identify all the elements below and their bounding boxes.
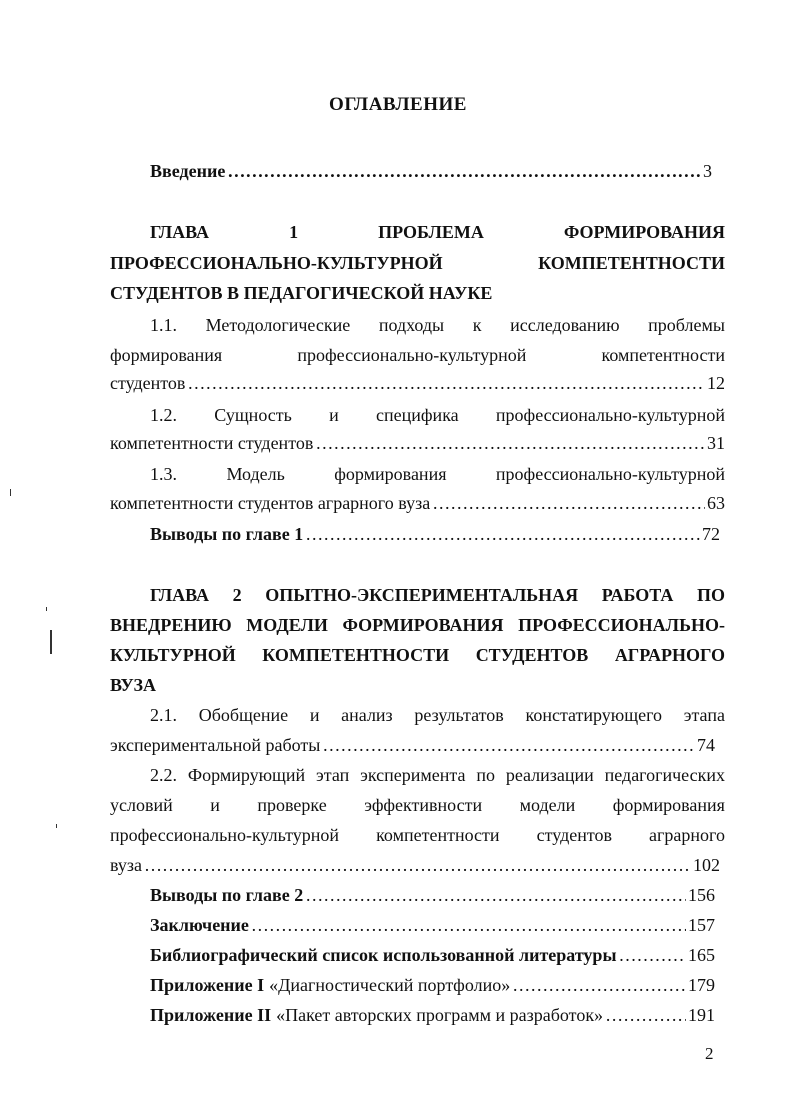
entry-word: 1.1. <box>150 315 177 335</box>
scan-mark <box>50 630 52 654</box>
toc-entry-2-2-line2 <box>110 794 725 816</box>
entry-word: 1.2. <box>150 405 177 425</box>
dot-leader <box>251 914 686 936</box>
toc-entry-label: Приложение II <box>150 1005 272 1025</box>
dot-leader <box>619 944 687 966</box>
toc-entry-2-2-line3 <box>110 824 725 846</box>
entry-word: компетентности <box>601 345 725 365</box>
entry-word: проблемы <box>648 315 725 335</box>
toc-entry-page: 165 <box>688 945 715 965</box>
entry-word: профессионально-культурной <box>110 825 340 845</box>
entry-word: и <box>210 795 220 815</box>
heading-word: 1 <box>289 222 299 242</box>
toc-entry-conclusion <box>150 914 715 936</box>
toc-entry-title: «Пакет авторских программ и разработок» <box>276 1005 604 1025</box>
toc-entry-conclusions-1 <box>150 523 720 545</box>
entry-word: формирования <box>334 464 447 484</box>
toc-entry-conclusions-2 <box>150 884 715 906</box>
entry-word: компетентности <box>376 825 500 845</box>
dot-leader <box>187 372 705 394</box>
toc-entry-page: 157 <box>688 915 715 935</box>
toc-entry-page: 156 <box>688 885 715 905</box>
entry-word: Обобщение <box>198 705 289 725</box>
entry-word: студентов <box>536 825 612 845</box>
entry-word: профессионально-культурной <box>495 405 725 425</box>
toc-entry-2-2-line4 <box>110 854 720 876</box>
dot-leader <box>605 1004 686 1026</box>
page-number: 2 <box>705 1044 714 1063</box>
toc-entry-1-2-line1 <box>150 404 725 426</box>
entry-word: эффективности <box>364 795 483 815</box>
toc-entry-label: студентов <box>110 373 186 393</box>
chapter2-heading-line4: ВУЗА <box>110 675 157 695</box>
dot-leader <box>227 160 701 182</box>
toc-title: ОГЛАВЛЕНИЕ <box>329 94 467 115</box>
toc-entry-page: 74 <box>697 735 715 755</box>
toc-entry-label: Приложение I <box>150 975 265 995</box>
entry-word: анализ <box>341 705 393 725</box>
entry-word: результатов <box>414 705 504 725</box>
toc-entry-label: экспериментальной работы <box>110 735 321 755</box>
toc-entry-2-1-line1 <box>150 704 725 726</box>
toc-entry-page: 179 <box>688 975 715 995</box>
entry-word: к <box>472 315 482 335</box>
toc-entry-1-1-line3 <box>110 372 725 394</box>
toc-entry-1-3-line1 <box>150 463 725 485</box>
toc-entry-label: Выводы по главе 1 <box>150 524 304 544</box>
entry-word: специфика <box>376 405 459 425</box>
entry-word: Методологические <box>205 315 351 335</box>
dot-leader <box>305 884 686 906</box>
dot-leader <box>322 734 695 756</box>
entry-word: констатирующего <box>525 705 663 725</box>
heading-word: ФОРМИРОВАНИЯ <box>563 222 725 242</box>
heading-word: АГРАРНОГО <box>614 645 725 665</box>
chapter1-heading-line1 <box>150 221 725 243</box>
entry-word: профессионально-культурной <box>495 464 725 484</box>
dot-leader <box>315 432 705 454</box>
chapter2-heading-line3 <box>110 644 725 666</box>
entry-word: условий <box>110 795 173 815</box>
toc-entry-1-1-line2 <box>110 344 725 366</box>
toc-entry-title: «Диагностический портфолио» <box>269 975 511 995</box>
dot-leader <box>432 492 705 514</box>
entry-word: проверке <box>257 795 327 815</box>
toc-entry-1-1-line1 <box>150 314 725 336</box>
heading-word: КОМПЕТЕНТНОСТИ <box>262 645 450 665</box>
entry-word: модели <box>519 795 576 815</box>
heading-word: ПРОФЕССИОНАЛЬНО-КУЛЬТУРНОЙ <box>110 253 443 273</box>
toc-entry-bibliography <box>150 944 715 966</box>
toc-entry-appendix-2 <box>150 1004 715 1026</box>
toc-entry-page: 102 <box>693 855 720 875</box>
toc-entry-label: Выводы по главе 2 <box>150 885 304 905</box>
dot-leader <box>144 854 691 876</box>
heading-word: ПРОБЛЕМА <box>378 222 484 242</box>
toc-entry-label: компетентности студентов аграрного вуза <box>110 493 431 513</box>
toc-entry-label: Заключение <box>150 915 249 935</box>
scan-mark <box>10 489 11 496</box>
chapter2-heading-line1: ГЛАВА 2 ОПЫТНО-ЭКСПЕРИМЕНТАЛЬНАЯ РАБОТА ПО <box>150 585 725 605</box>
scan-mark <box>56 824 57 828</box>
toc-entry-2-1-line2 <box>110 734 715 756</box>
toc-entry-page: 72 <box>702 524 720 544</box>
scan-mark <box>46 607 47 611</box>
entry-word: 1.3. <box>150 464 177 484</box>
toc-entry-page: 31 <box>707 433 725 453</box>
entry-word: Модель <box>226 464 285 484</box>
entry-word: формирования <box>110 345 223 365</box>
entry-word: и <box>329 405 339 425</box>
toc-entry-intro <box>150 160 712 182</box>
toc-entry-label: Библиографический список использованной литературы <box>150 945 617 965</box>
chapter1-heading-line2 <box>110 252 725 274</box>
entry-word: аграрного <box>649 825 725 845</box>
chapter1-heading-line3: СТУДЕНТОВ В ПЕДАГОГИЧЕСКОЙ НАУКЕ <box>110 283 493 303</box>
entry-word: Сущность <box>214 405 292 425</box>
toc-entry-page: 63 <box>707 493 725 513</box>
toc-entry-label: Введение <box>150 161 226 181</box>
dot-leader <box>512 974 686 996</box>
entry-word: и <box>309 705 320 725</box>
toc-entry-1-2-line2 <box>110 432 725 454</box>
heading-word: СТУДЕНТОВ <box>475 645 589 665</box>
toc-entry-label: вуза <box>110 855 142 875</box>
toc-entry-appendix-1 <box>150 974 715 996</box>
entry-word: формирования <box>612 795 725 815</box>
dot-leader <box>305 523 700 545</box>
heading-word: КУЛЬТУРНОЙ <box>110 645 236 665</box>
toc-entry-page: 191 <box>688 1005 715 1025</box>
heading-word: КОМПЕТЕНТНОСТИ <box>538 253 725 273</box>
toc-entry-2-2-line1: 2.2. Формирующий этап эксперимента по реализации педагогических <box>150 765 725 785</box>
entry-word: 2.1. <box>150 705 177 725</box>
toc-entry-label: компетентности студентов <box>110 433 314 453</box>
entry-word: профессионально-культурной <box>297 345 527 365</box>
heading-word: ГЛАВА <box>150 222 210 242</box>
entry-word: исследованию <box>510 315 620 335</box>
chapter2-heading-line2: ВНЕДРЕНИЮ МОДЕЛИ ФОРМИРОВАНИЯ ПРОФЕССИОНАЛЬНО- <box>110 615 725 635</box>
entry-word: этапа <box>683 705 725 725</box>
entry-word: подходы <box>378 315 445 335</box>
toc-entry-page: 3 <box>703 161 712 181</box>
toc-entry-page: 12 <box>707 373 725 393</box>
toc-entry-1-3-line2 <box>110 492 725 514</box>
